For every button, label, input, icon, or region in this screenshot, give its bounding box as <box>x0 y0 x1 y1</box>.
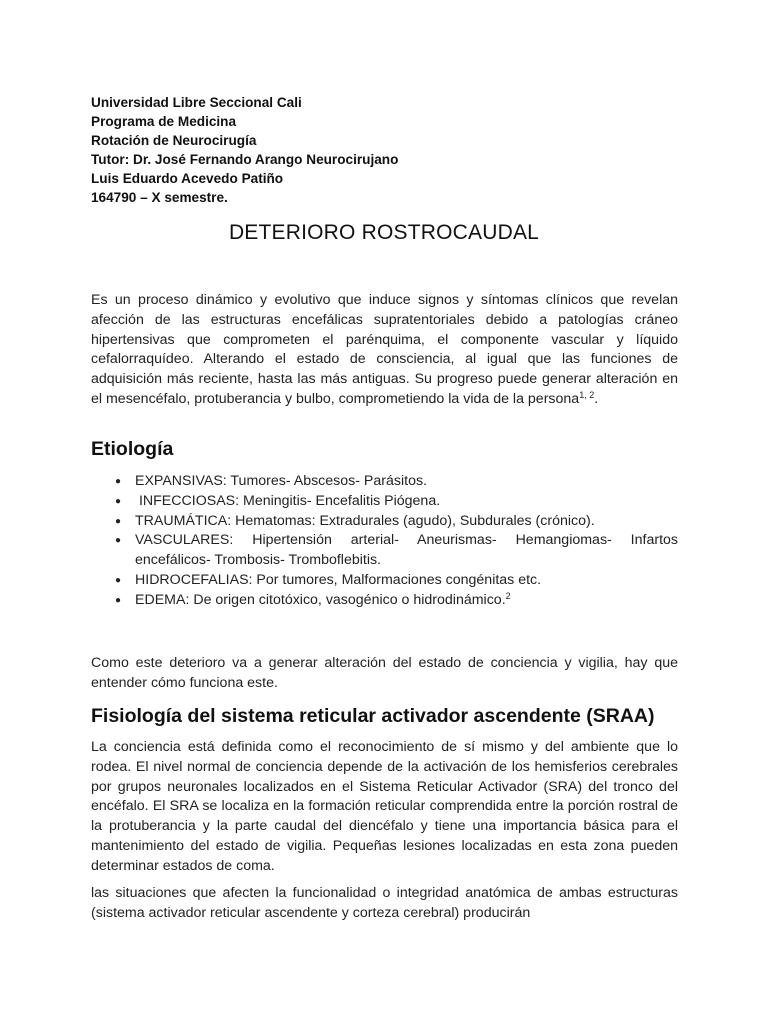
etiologia-list <box>91 472 678 611</box>
header-university: Universidad Libre Seccional Cali <box>91 95 302 110</box>
list-item-text: INFECCIOSAS: Meningitis- Encefalitis Piógena. <box>135 492 441 509</box>
sraa-paragraph-2: las situaciones que afecten la funcionalidad o integridad anatómica de ambas estructuras (sistema activador reticular ascendente y corteza cerebral) producirán <box>91 885 678 921</box>
transition-paragraph: Como este deterioro va a generar alteración del estado de conciencia y vigilia, hay que entender cómo funciona este. <box>91 655 678 691</box>
list-item-text: EXPANSIVAS: Tumores- Abscesos- Parásitos. <box>135 473 427 489</box>
list-item-text: TRAUMÁTICA: Hematomas: Extradurales (agudo), Subdurales (crónico). <box>135 512 595 529</box>
bullet-icon: ● <box>115 495 122 507</box>
header-student-id: 164790 – X semestre. <box>91 190 228 205</box>
list-item <box>91 571 678 591</box>
bullet-icon: ● <box>115 594 122 606</box>
bullet-icon: ● <box>115 476 122 487</box>
list-item <box>91 591 678 611</box>
list-item <box>91 531 678 571</box>
list-item <box>91 492 678 512</box>
list-item <box>91 472 678 492</box>
bullet-icon: ● <box>115 574 122 586</box>
intro-references: 1, 2 <box>579 389 595 400</box>
document-title: DETERIORO ROSTROCAUDAL <box>228 221 540 244</box>
sraa-paragraph-1: La conciencia está definida como el reconocimiento de sí mismo y del ambiente que lo rodea. El nivel normal de conciencia depende de la activación de los hemisferios cerebrales por grupos neuronales localizados en el Sistema Reticular Activador (SRA) del tronco del encéfalo. El SRA se localiza en la formación reticular comprendida entre la porción rostral de la protuberancia y la parte caudal del diencéfalo y tiene una importancia básica para el mantenimiento del estado de vigilia. Pequeñas lesiones localizadas en esta zona pueden determinar estados de coma. <box>91 739 678 874</box>
header-rotation: Rotación de Neurocirugía <box>91 133 257 148</box>
header-program: Programa de Medicina <box>91 114 237 129</box>
etiologia-heading: Etiología <box>91 438 174 460</box>
list-item-text <box>135 591 678 611</box>
intro-paragraph <box>91 291 678 410</box>
intro-period: . <box>594 390 599 407</box>
header-tutor: Tutor: Dr. José Fernando Arango Neurocirujano <box>91 152 399 167</box>
list-item-text: HIDROCEFALIAS: Por tumores, Malformaciones congénitas etc. <box>135 571 542 588</box>
list-item-body: EDEMA: De origen citotóxico, vasogénico o hidrodinámico. <box>135 591 506 608</box>
list-item-reference: 2 <box>505 590 511 601</box>
sraa-heading: Fisiología del sistema reticular activador ascendente (SRAA) <box>91 705 655 727</box>
document-header <box>91 93 398 207</box>
list-item <box>91 512 678 532</box>
intro-text: Es un proceso dinámico y evolutivo que induce signos y síntomas clínicos que revelan afección de las estructuras encefálicas supratentoriales debido a patologías cráneo hipertensivas que comprometen el parénquima, el componente vascular y líquido cefalorraquídeo. Alterando el estado de consciencia, al igual que las funciones de adquisición más reciente, hasta las más antiguas. Su progreso puede generar alteración en el mesencéfalo, protuberancia y bulbo, comprometiendo la vida de la persona <box>91 292 678 407</box>
bullet-icon: ● <box>115 515 122 527</box>
list-item-text: VASCULARES: Hipertensión arterial- Aneurismas- Hemangiomas- Infartos encefálicos- Trombosis- Tromboflebitis. <box>135 532 678 569</box>
header-author: Luis Eduardo Acevedo Patiño <box>91 171 284 186</box>
bullet-icon: ● <box>115 535 122 547</box>
